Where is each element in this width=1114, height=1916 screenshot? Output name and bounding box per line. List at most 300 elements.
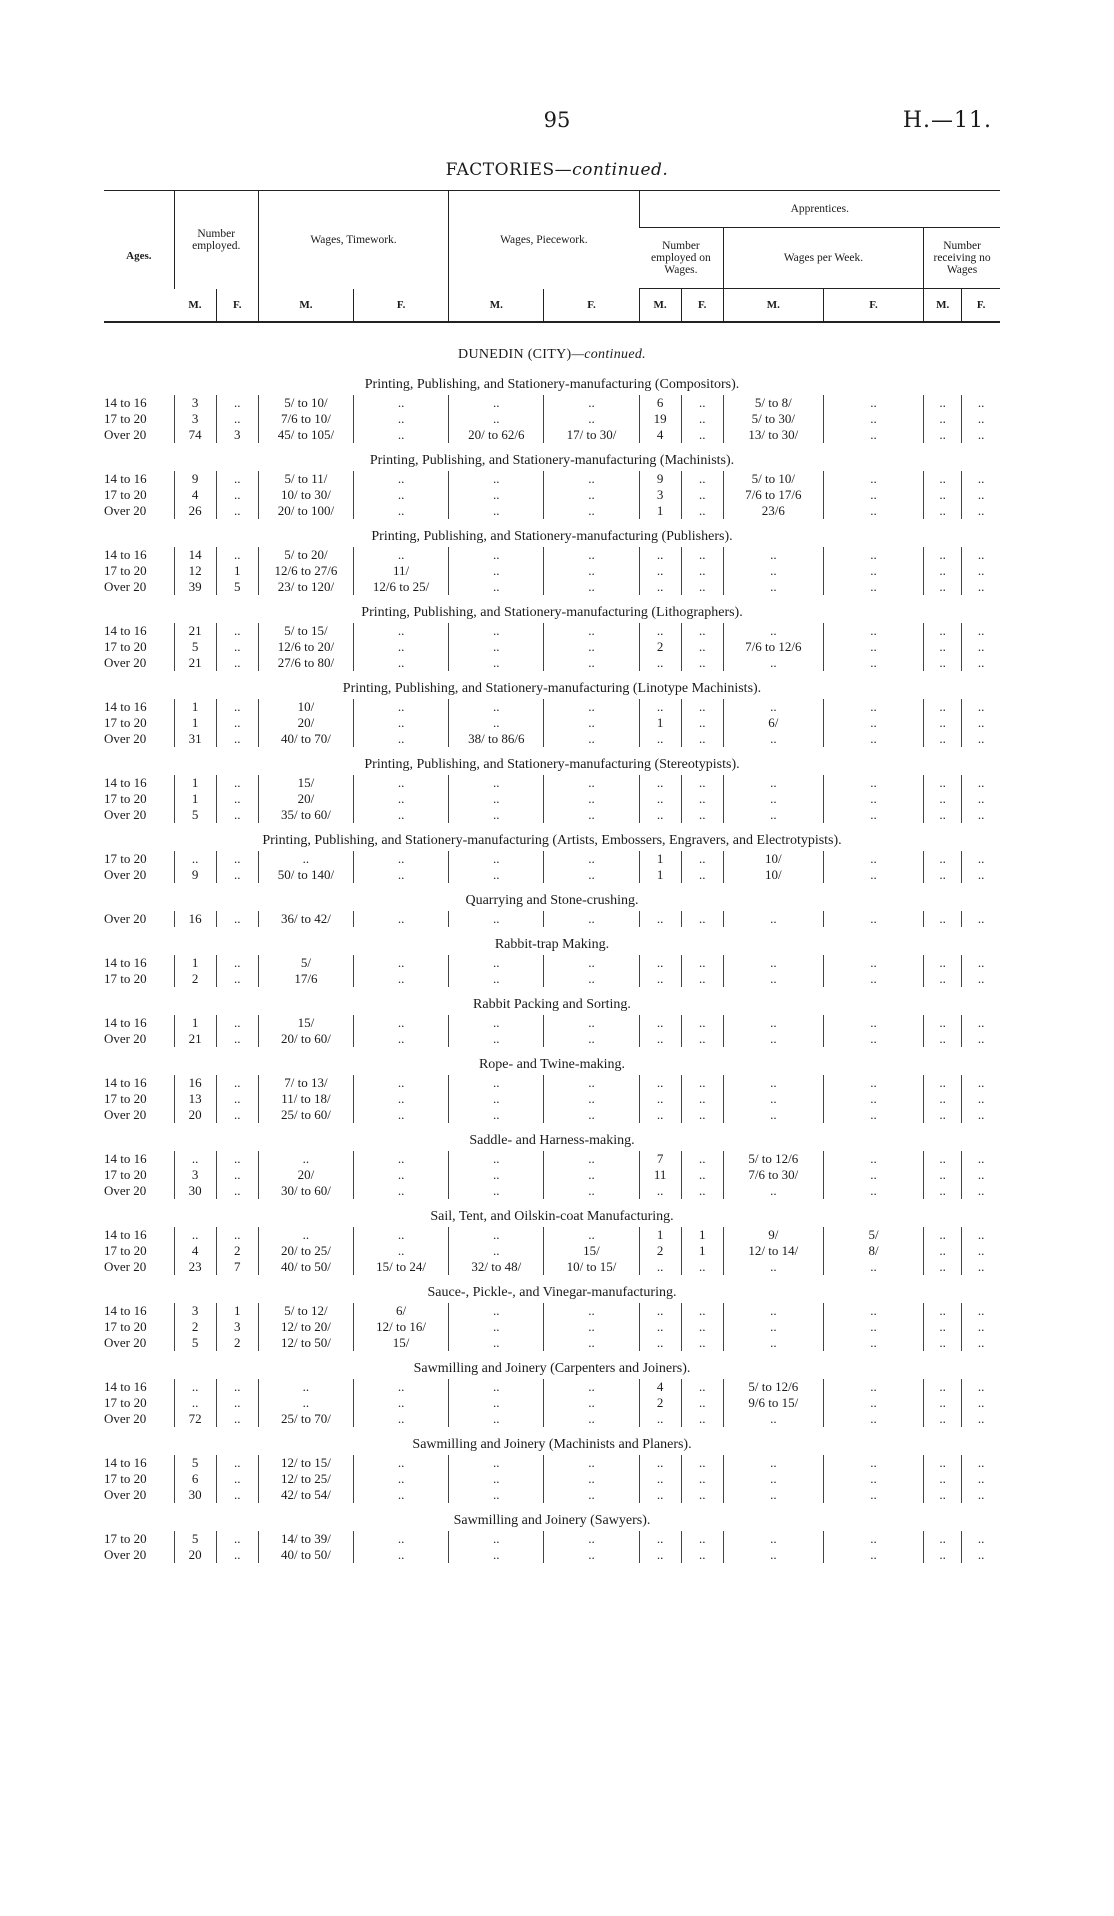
table-cell: .. bbox=[639, 1091, 681, 1107]
table-cell: .. bbox=[544, 1151, 639, 1167]
table-cell: .. bbox=[962, 731, 1000, 747]
table-cell: .. bbox=[823, 867, 923, 883]
factories-table bbox=[104, 190, 1000, 1563]
table-cell: .. bbox=[681, 911, 723, 927]
table-cell: .. bbox=[544, 639, 639, 655]
table-cell: .. bbox=[681, 1167, 723, 1183]
table-cell: .. bbox=[823, 1183, 923, 1199]
table-cell: .. bbox=[823, 807, 923, 823]
table-cell: 20/ to 60/ bbox=[258, 1031, 353, 1047]
table-cell: .. bbox=[544, 1547, 639, 1563]
age-cell: 17 to 20 bbox=[104, 1319, 147, 1334]
table-cell: 12/ to 20/ bbox=[258, 1319, 353, 1335]
table-cell: 12/ to 14/ bbox=[723, 1243, 823, 1259]
table-cell: .. bbox=[544, 971, 639, 987]
table-cell: .. bbox=[354, 1091, 449, 1107]
table-cell: .. bbox=[962, 1395, 1000, 1411]
age-cell: Over 20 bbox=[104, 807, 147, 822]
table-cell: 5 bbox=[174, 1335, 216, 1351]
table-cell: .. bbox=[723, 1411, 823, 1427]
table-cell: .. bbox=[639, 655, 681, 671]
table-cell: .. bbox=[216, 1031, 258, 1047]
table-cell: .. bbox=[639, 547, 681, 563]
table-cell: .. bbox=[924, 955, 962, 971]
table-cell: 3 bbox=[174, 1167, 216, 1183]
table-cell: 40/ to 50/ bbox=[258, 1547, 353, 1563]
table-cell: .. bbox=[544, 1455, 639, 1471]
header-f: F. bbox=[354, 289, 449, 323]
table-cell: .. bbox=[449, 911, 544, 927]
table-row bbox=[104, 1471, 1000, 1487]
table-cell: .. bbox=[216, 503, 258, 519]
table-cell: 20/ to 100/ bbox=[258, 503, 353, 519]
table-cell: .. bbox=[962, 547, 1000, 563]
table-cell: 5/ to 20/ bbox=[258, 547, 353, 563]
table-cell: .. bbox=[962, 1411, 1000, 1427]
table-cell: .. bbox=[449, 1015, 544, 1031]
table-cell: 7/ to 13/ bbox=[258, 1075, 353, 1091]
table-cell: 36/ to 42/ bbox=[258, 911, 353, 927]
table-cell: 38/ to 86/6 bbox=[449, 731, 544, 747]
table-cell: .. bbox=[962, 1075, 1000, 1091]
table-cell: .. bbox=[723, 1031, 823, 1047]
table-cell: .. bbox=[681, 1183, 723, 1199]
table-cell: .. bbox=[962, 911, 1000, 927]
age-cell: 17 to 20 bbox=[104, 1471, 147, 1486]
table-cell: 11/ bbox=[354, 563, 449, 579]
table-cell: .. bbox=[216, 791, 258, 807]
table-cell: 9/6 to 15/ bbox=[723, 1395, 823, 1411]
table-cell: .. bbox=[544, 1379, 639, 1395]
age-cell: Over 20 bbox=[104, 1487, 147, 1502]
table-cell: 14 bbox=[174, 547, 216, 563]
table-cell: .. bbox=[354, 807, 449, 823]
table-cell: .. bbox=[354, 715, 449, 731]
table-cell: .. bbox=[544, 1167, 639, 1183]
table-cell: .. bbox=[639, 955, 681, 971]
table-cell: .. bbox=[681, 471, 723, 487]
age-cell: 14 to 16 bbox=[104, 699, 147, 714]
table-cell: 35/ to 60/ bbox=[258, 807, 353, 823]
table-cell: 15/ bbox=[258, 775, 353, 791]
table-cell: .. bbox=[823, 427, 923, 443]
table-row bbox=[104, 1335, 1000, 1351]
table-cell: .. bbox=[216, 1075, 258, 1091]
table-row bbox=[104, 487, 1000, 503]
section-title: Printing, Publishing, and Stationery-manufacturing (Linotype Machinists). bbox=[342, 681, 762, 696]
table-cell: .. bbox=[723, 1303, 823, 1319]
age-cell: Over 20 bbox=[104, 867, 147, 882]
table-cell: .. bbox=[449, 579, 544, 595]
table-cell: 7 bbox=[216, 1259, 258, 1275]
table-cell: .. bbox=[924, 411, 962, 427]
table-cell: .. bbox=[924, 867, 962, 883]
age-cell: Over 20 bbox=[104, 1259, 147, 1274]
table-row bbox=[104, 1455, 1000, 1471]
table-cell: 17/6 bbox=[258, 971, 353, 987]
table-cell: .. bbox=[924, 1487, 962, 1503]
table-cell: .. bbox=[823, 1167, 923, 1183]
age-cell: 14 to 16 bbox=[104, 1015, 147, 1030]
table-cell: .. bbox=[216, 1547, 258, 1563]
section-title: Saddle- and Harness-making. bbox=[469, 1133, 635, 1148]
table-cell: 20 bbox=[174, 1547, 216, 1563]
table-cell: 20/ bbox=[258, 1167, 353, 1183]
table-cell: .. bbox=[681, 655, 723, 671]
table-cell: 31 bbox=[174, 731, 216, 747]
table-cell: 32/ to 48/ bbox=[449, 1259, 544, 1275]
table-cell: .. bbox=[823, 1259, 923, 1275]
table-cell: .. bbox=[449, 655, 544, 671]
table-cell: 2 bbox=[639, 1243, 681, 1259]
table-cell: .. bbox=[354, 655, 449, 671]
table-row bbox=[104, 579, 1000, 595]
table-cell: .. bbox=[639, 807, 681, 823]
table-cell: .. bbox=[449, 867, 544, 883]
table-cell: .. bbox=[962, 1107, 1000, 1123]
table-cell: 4 bbox=[174, 1243, 216, 1259]
table-cell: .. bbox=[354, 775, 449, 791]
table-cell: .. bbox=[544, 655, 639, 671]
table-cell: 5/ to 15/ bbox=[258, 623, 353, 639]
table-cell: 11/ to 18/ bbox=[258, 1091, 353, 1107]
table-cell: .. bbox=[823, 1547, 923, 1563]
table-cell: 20/ to 62/6 bbox=[449, 427, 544, 443]
header-m: M. bbox=[723, 289, 823, 323]
table-cell: .. bbox=[823, 1487, 923, 1503]
table-row bbox=[104, 639, 1000, 655]
table-cell: .. bbox=[639, 1259, 681, 1275]
table-cell: .. bbox=[681, 427, 723, 443]
table-cell: .. bbox=[723, 1547, 823, 1563]
table-cell: .. bbox=[216, 1531, 258, 1547]
table-cell: .. bbox=[216, 639, 258, 655]
table-cell: .. bbox=[962, 955, 1000, 971]
table-cell: 21 bbox=[174, 623, 216, 639]
age-cell: 17 to 20 bbox=[104, 1531, 147, 1546]
table-cell: .. bbox=[962, 807, 1000, 823]
table-row bbox=[104, 1227, 1000, 1243]
table-cell: .. bbox=[681, 1151, 723, 1167]
table-cell: .. bbox=[924, 1379, 962, 1395]
table-cell: .. bbox=[544, 503, 639, 519]
table-cell: .. bbox=[639, 911, 681, 927]
age-cell: 14 to 16 bbox=[104, 1379, 147, 1394]
table-cell: .. bbox=[544, 1303, 639, 1319]
table-cell: .. bbox=[924, 1303, 962, 1319]
table-cell: .. bbox=[216, 655, 258, 671]
table-cell: .. bbox=[354, 487, 449, 503]
table-cell: .. bbox=[723, 731, 823, 747]
table-cell: .. bbox=[962, 639, 1000, 655]
table-row bbox=[104, 715, 1000, 731]
header-f: F. bbox=[681, 289, 723, 323]
age-cell: 17 to 20 bbox=[104, 791, 147, 806]
table-cell: .. bbox=[924, 395, 962, 411]
table-row bbox=[104, 1183, 1000, 1199]
table-cell: 39 bbox=[174, 579, 216, 595]
table-row bbox=[104, 867, 1000, 883]
table-cell: 12/6 to 25/ bbox=[354, 579, 449, 595]
table-cell: .. bbox=[723, 775, 823, 791]
table-cell: 17/ to 30/ bbox=[544, 427, 639, 443]
table-cell: .. bbox=[723, 1471, 823, 1487]
table-cell: 1 bbox=[174, 699, 216, 715]
table-cell: .. bbox=[723, 563, 823, 579]
table-row bbox=[104, 655, 1000, 671]
table-cell: 5/ to 12/ bbox=[258, 1303, 353, 1319]
header-m: M. bbox=[174, 289, 216, 323]
table-cell: .. bbox=[544, 791, 639, 807]
table-cell: .. bbox=[544, 851, 639, 867]
table-row bbox=[104, 411, 1000, 427]
table-cell: 30 bbox=[174, 1183, 216, 1199]
table-row bbox=[104, 1091, 1000, 1107]
table-cell: 9 bbox=[639, 471, 681, 487]
table-cell: .. bbox=[962, 563, 1000, 579]
table-cell: 10/ to 15/ bbox=[544, 1259, 639, 1275]
age-cell: 17 to 20 bbox=[104, 1167, 147, 1182]
table-cell: .. bbox=[823, 395, 923, 411]
table-cell: .. bbox=[544, 1487, 639, 1503]
table-cell: 1 bbox=[174, 955, 216, 971]
table-cell: 7/6 to 12/6 bbox=[723, 639, 823, 655]
table-cell: .. bbox=[174, 1227, 216, 1243]
age-cell: 17 to 20 bbox=[104, 851, 147, 866]
table-cell: .. bbox=[962, 471, 1000, 487]
age-cell: Over 20 bbox=[104, 427, 147, 442]
table-cell: .. bbox=[823, 1395, 923, 1411]
table-cell: 5/ to 8/ bbox=[723, 395, 823, 411]
table-cell: .. bbox=[823, 623, 923, 639]
table-cell: .. bbox=[823, 731, 923, 747]
table-cell: .. bbox=[174, 1151, 216, 1167]
table-row bbox=[104, 699, 1000, 715]
table-cell: 7 bbox=[639, 1151, 681, 1167]
table-cell: 15/ bbox=[544, 1243, 639, 1259]
table-cell: .. bbox=[449, 1031, 544, 1047]
section-title: Printing, Publishing, and Stationery-manufacturing (Artists, Embossers, Engravers, and Electrotypists). bbox=[262, 833, 842, 848]
table-cell: 5 bbox=[216, 579, 258, 595]
table-cell: .. bbox=[962, 579, 1000, 595]
age-cell: 14 to 16 bbox=[104, 1075, 147, 1090]
table-cell: .. bbox=[823, 503, 923, 519]
table-cell: 14/ to 39/ bbox=[258, 1531, 353, 1547]
table-cell: .. bbox=[823, 715, 923, 731]
section-title: Printing, Publishing, and Stationery-manufacturing (Machinists). bbox=[369, 453, 735, 468]
table-cell: .. bbox=[924, 731, 962, 747]
table-cell: .. bbox=[723, 699, 823, 715]
table-cell: .. bbox=[544, 1319, 639, 1335]
table-cell: 25/ to 70/ bbox=[258, 1411, 353, 1427]
table-cell: .. bbox=[216, 1411, 258, 1427]
age-cell: Over 20 bbox=[104, 655, 147, 670]
table-cell: 12/ to 16/ bbox=[354, 1319, 449, 1335]
table-cell: .. bbox=[924, 1107, 962, 1123]
table-cell: .. bbox=[681, 1531, 723, 1547]
table-cell: .. bbox=[449, 623, 544, 639]
table-cell: 23/ to 120/ bbox=[258, 579, 353, 595]
table-cell: 1 bbox=[174, 775, 216, 791]
age-cell: 17 to 20 bbox=[104, 1395, 147, 1410]
table-row bbox=[104, 1411, 1000, 1427]
table-cell: .. bbox=[823, 1091, 923, 1107]
header-f: F. bbox=[216, 289, 258, 323]
table-row bbox=[104, 807, 1000, 823]
section-title: Printing, Publishing, and Stationery-manufacturing (Stereotypists). bbox=[364, 757, 740, 772]
table-cell: .. bbox=[544, 547, 639, 563]
table-row bbox=[104, 955, 1000, 971]
page-title bbox=[0, 160, 1114, 180]
table-cell: .. bbox=[681, 791, 723, 807]
table-cell: .. bbox=[823, 411, 923, 427]
table-cell: 12/ to 50/ bbox=[258, 1335, 353, 1351]
table-cell: .. bbox=[354, 955, 449, 971]
table-cell: .. bbox=[354, 971, 449, 987]
table-cell: 3 bbox=[216, 427, 258, 443]
table-cell: 3 bbox=[174, 395, 216, 411]
table-cell: 10/ bbox=[723, 851, 823, 867]
table-cell: .. bbox=[544, 1107, 639, 1123]
table-cell: .. bbox=[354, 1487, 449, 1503]
table-cell: .. bbox=[449, 1335, 544, 1351]
table-cell: .. bbox=[681, 1091, 723, 1107]
table-cell: .. bbox=[681, 715, 723, 731]
table-cell: .. bbox=[681, 867, 723, 883]
table-cell: .. bbox=[823, 1107, 923, 1123]
table-row bbox=[104, 851, 1000, 867]
table-cell: 1 bbox=[216, 563, 258, 579]
table-cell: .. bbox=[449, 1107, 544, 1123]
table-cell: .. bbox=[924, 655, 962, 671]
table-cell: 2 bbox=[216, 1335, 258, 1351]
table-cell: .. bbox=[639, 1411, 681, 1427]
table-cell: .. bbox=[216, 911, 258, 927]
table-cell: .. bbox=[823, 579, 923, 595]
table-cell: .. bbox=[216, 971, 258, 987]
table-cell: .. bbox=[962, 971, 1000, 987]
table-cell: .. bbox=[449, 1487, 544, 1503]
section-title: Sawmilling and Joinery (Sawyers). bbox=[453, 1513, 651, 1528]
table-row bbox=[104, 731, 1000, 747]
table-cell: 20/ bbox=[258, 791, 353, 807]
table-cell: .. bbox=[962, 775, 1000, 791]
title-suffix: —continued. bbox=[554, 160, 669, 180]
table-cell: 1 bbox=[639, 503, 681, 519]
table-cell: .. bbox=[544, 1015, 639, 1031]
table-cell: .. bbox=[216, 1151, 258, 1167]
table-cell: 1 bbox=[639, 1227, 681, 1243]
table-cell: .. bbox=[216, 487, 258, 503]
table-cell: .. bbox=[681, 1107, 723, 1123]
table-cell: .. bbox=[354, 1227, 449, 1243]
age-cell: 14 to 16 bbox=[104, 1455, 147, 1470]
table-cell: .. bbox=[924, 1091, 962, 1107]
table-cell: .. bbox=[823, 487, 923, 503]
table-cell: 2 bbox=[216, 1243, 258, 1259]
table-cell: .. bbox=[639, 1303, 681, 1319]
table-cell: .. bbox=[723, 1319, 823, 1335]
table-cell: .. bbox=[681, 971, 723, 987]
table-cell: 1 bbox=[639, 867, 681, 883]
table-cell: .. bbox=[449, 971, 544, 987]
table-cell: .. bbox=[723, 955, 823, 971]
table-cell: .. bbox=[681, 731, 723, 747]
table-cell: .. bbox=[723, 1487, 823, 1503]
table-cell: .. bbox=[962, 1319, 1000, 1335]
table-row bbox=[104, 503, 1000, 519]
table-row bbox=[104, 1031, 1000, 1047]
table-cell: 25/ to 60/ bbox=[258, 1107, 353, 1123]
table-cell: 15/ to 24/ bbox=[354, 1259, 449, 1275]
table-cell: .. bbox=[823, 655, 923, 671]
table-cell: 6/ bbox=[354, 1303, 449, 1319]
paper-reference: H.—11. bbox=[902, 108, 992, 133]
table-cell: .. bbox=[823, 911, 923, 927]
age-cell: 14 to 16 bbox=[104, 1227, 147, 1242]
table-row bbox=[104, 1075, 1000, 1091]
table-cell: .. bbox=[924, 1531, 962, 1547]
header-number-employed: Number employed. bbox=[174, 191, 258, 289]
table-cell: 8/ bbox=[823, 1243, 923, 1259]
table-cell: .. bbox=[216, 867, 258, 883]
table-cell: .. bbox=[823, 1335, 923, 1351]
table-cell: .. bbox=[962, 1031, 1000, 1047]
table-cell: .. bbox=[924, 1259, 962, 1275]
table-cell: .. bbox=[354, 911, 449, 927]
header-m: M. bbox=[258, 289, 353, 323]
table-cell: .. bbox=[216, 807, 258, 823]
table-cell: .. bbox=[639, 1319, 681, 1335]
table-cell: .. bbox=[723, 1015, 823, 1031]
table-cell: .. bbox=[449, 1531, 544, 1547]
table-cell: .. bbox=[723, 655, 823, 671]
table-cell: .. bbox=[924, 579, 962, 595]
table-row bbox=[104, 1395, 1000, 1411]
table-cell: .. bbox=[962, 655, 1000, 671]
table-cell: 13/ to 30/ bbox=[723, 427, 823, 443]
table-cell: 12/6 to 27/6 bbox=[258, 563, 353, 579]
table-cell: .. bbox=[639, 1075, 681, 1091]
table-cell: .. bbox=[723, 1259, 823, 1275]
table-cell: .. bbox=[639, 1015, 681, 1031]
table-cell: .. bbox=[723, 791, 823, 807]
table-cell: .. bbox=[216, 1471, 258, 1487]
section-title: Rabbit Packing and Sorting. bbox=[473, 997, 631, 1012]
table-cell: .. bbox=[823, 471, 923, 487]
table-cell: .. bbox=[962, 1015, 1000, 1031]
table-cell: .. bbox=[354, 639, 449, 655]
table-cell: .. bbox=[216, 851, 258, 867]
section-title: Quarrying and Stone-crushing. bbox=[465, 893, 639, 908]
table-cell: .. bbox=[962, 623, 1000, 639]
table-cell: 10/ to 30/ bbox=[258, 487, 353, 503]
table-cell: 10/ bbox=[258, 699, 353, 715]
table-cell: .. bbox=[449, 1167, 544, 1183]
age-cell: Over 20 bbox=[104, 1335, 147, 1350]
table-cell: 7/6 to 10/ bbox=[258, 411, 353, 427]
table-cell: 5/ to 10/ bbox=[258, 395, 353, 411]
table-cell: 6/ bbox=[723, 715, 823, 731]
table-cell: .. bbox=[449, 807, 544, 823]
table-cell: .. bbox=[823, 1075, 923, 1091]
table-cell: .. bbox=[823, 1411, 923, 1427]
age-cell: 14 to 16 bbox=[104, 471, 147, 486]
table-cell: .. bbox=[681, 1031, 723, 1047]
table-cell: .. bbox=[449, 1183, 544, 1199]
table-cell: .. bbox=[639, 1335, 681, 1351]
table-cell: 6 bbox=[639, 395, 681, 411]
